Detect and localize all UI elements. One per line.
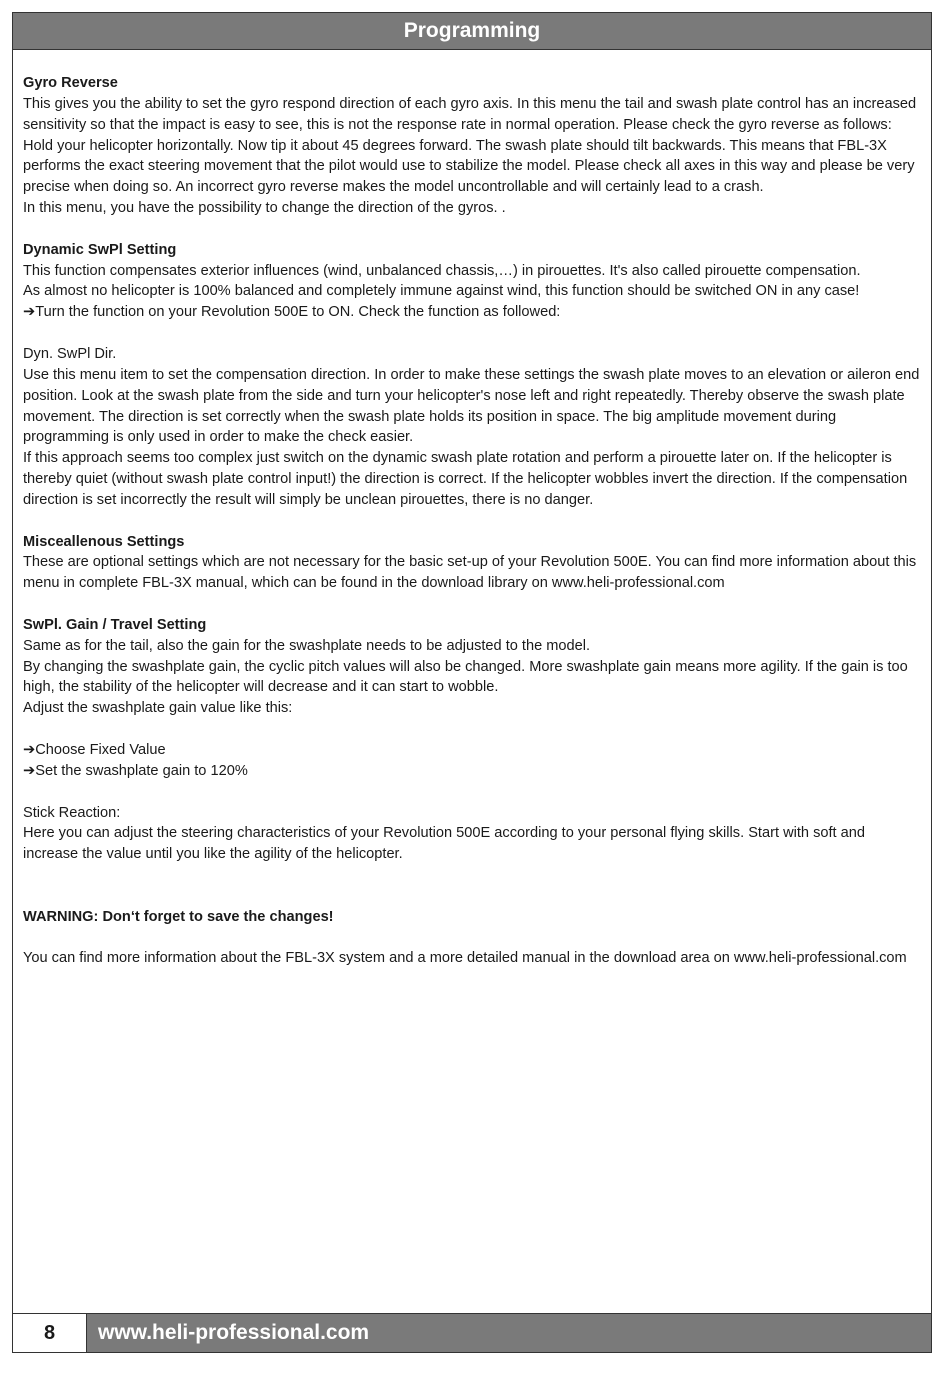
gyro-reverse-paragraph-2: Hold your helicopter horizontally. Now tip it about 45 degrees forward. The swash plate should tilt backwards. This means that FBL-3X performs the exact steering movement that the pilot would use to stabilize the model. Please check all axes in this way and please be very precise when doing so. An incorrect gyro reverse makes the model uncontrollable and will certainly lead to a crash. — [23, 137, 915, 196]
stick-reaction-paragraph: Here you can adjust the steering characteristics of your Revolution 500E according to your personal flying skills. Start with soft and increase the value until you like the agility of the helicopter. — [23, 825, 865, 863]
swpl-gain-paragraph-1: Same as for the tail, also the gain for the swashplate needs to be adjusted to the model. — [23, 637, 591, 654]
dynamic-swpl-paragraph-2: As almost no helicopter is 100% balanced and completely immune against wind, this function should be switched ON in any case! — [23, 283, 860, 300]
page-footer — [13, 1313, 931, 1352]
swpl-gain-paragraph-2: By changing the swashplate gain, the cyclic pitch values will also be changed. More swashplate gain means more agility. If the gain is too high, the stability of the helicopter will decrease and it can start to wobble. — [23, 658, 908, 696]
dynamic-swpl-heading: Dynamic SwPl Setting — [23, 241, 177, 258]
gyro-reverse-paragraph-1: This gives you the ability to set the gyro respond direction of each gyro axis. In this menu the tail and swash plate control has an increased sensitivity so that the impact is easy to see, this is not the response rate in normal operation. Please check the gyro reverse as follows: — [23, 95, 917, 133]
dynamic-swpl-instruction-text: Turn the function on your Revolution 500E to ON. Check the function as followed: — [35, 304, 561, 321]
dynamic-swpl-instruction — [23, 302, 923, 323]
swpl-gain-step-1-text: Choose Fixed Value — [35, 742, 166, 758]
page-title: Programming — [403, 19, 541, 42]
dyn-swpl-dir-heading: Dyn. SwPl Dir. — [23, 345, 117, 362]
dyn-swpl-dir-paragraph-2: If this approach seems too complex just switch on the dynamic swash plate rotation and perform a pirouette later on. If the helicopter is thereby quiet (without swash plate control input!) the direction is correct. If the helicopter wobbles invert the direction. If the compensation direction is set incorrectly the result will simply be unclean pirouettes, there is no danger. — [23, 450, 908, 508]
gyro-reverse-heading: Gyro Reverse — [23, 75, 118, 91]
swpl-gain-heading: SwPl. Gain / Travel Setting — [23, 616, 207, 633]
arrow-right-icon: ➔ — [23, 742, 36, 758]
swpl-gain-step-1 — [23, 740, 923, 761]
arrow-right-icon: ➔ — [23, 762, 36, 779]
dyn-swpl-dir-paragraph-1: Use this menu item to set the compensation direction. In order to make these settings the swash plate moves to an elevation or aileron end position. Look at the swash plate from the side and turn your helicopter's nose left and right repeatedly. Thereby observe the swash plate movement. The direction is set correctly when the swash plate holds its position in space. The big amplitude movement during programming is only used in order to make the check easier. — [23, 366, 920, 446]
misc-settings-heading: Misceallenous Settings — [23, 533, 185, 550]
page-frame — [12, 12, 932, 1353]
closing-paragraph: You can find more information about the FBL-3X system and a more detailed manual in the download area on www.heli-professional.com — [23, 950, 907, 967]
misc-settings-paragraph: These are optional settings which are not necessary for the basic set-up of your Revolution 500E. You can find more information about this menu in complete FBL-3X manual, which can be found in the download library on www.heli-professional.com — [23, 554, 917, 592]
swpl-gain-paragraph-3: Adjust the swashplate gain value like this: — [23, 700, 293, 717]
swpl-gain-step-2 — [23, 761, 923, 782]
page-header — [13, 13, 931, 50]
warning-text: WARNING: Don‘t forget to save the changes! — [23, 908, 334, 925]
gyro-reverse-paragraph-3: In this menu, you have the possibility to change the direction of the gyros. . — [23, 200, 506, 217]
dynamic-swpl-paragraph-1: This function compensates exterior influences (wind, unbalanced chassis,…) in pirouettes. It's also called pirouette compensation. — [23, 262, 861, 279]
stick-reaction-heading: Stick Reaction: — [23, 804, 121, 821]
arrow-right-icon: ➔ — [23, 304, 36, 321]
page-number: 8 — [13, 1314, 87, 1352]
footer-website: www.heli-professional.com — [87, 1314, 931, 1352]
page-content — [23, 73, 923, 969]
swpl-gain-step-2-text: Set the swashplate gain to 120% — [35, 762, 248, 779]
